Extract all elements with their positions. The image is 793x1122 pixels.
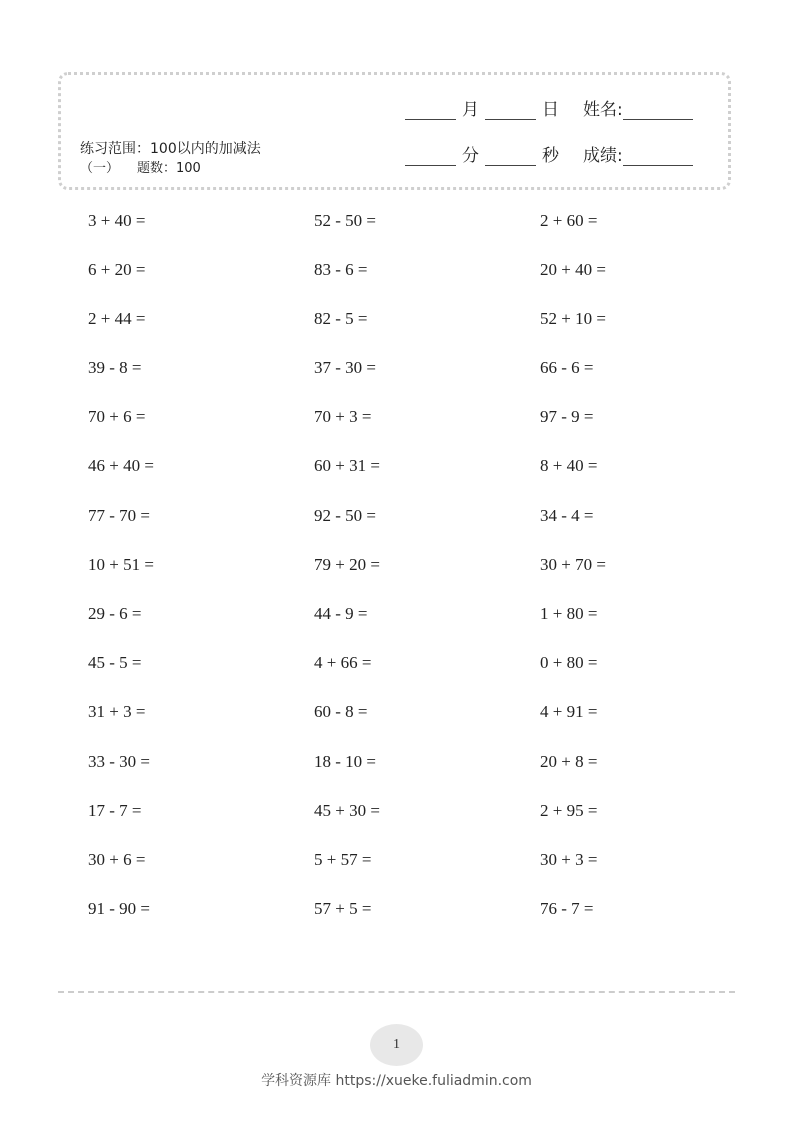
math-problem: 37 - 30 =: [314, 358, 376, 377]
math-problem: 20 + 40 =: [540, 260, 606, 279]
math-problem: 5 + 57 =: [314, 850, 372, 869]
math-problem: 57 + 5 =: [314, 899, 372, 918]
math-problem: 3 + 40 =: [88, 211, 146, 230]
exercise-info: [80, 140, 261, 178]
math-problem: 2 + 60 =: [540, 211, 598, 230]
math-problem: 44 - 9 =: [314, 604, 368, 623]
score-label: 成绩:: [583, 146, 623, 166]
math-problem: 83 - 6 =: [314, 260, 368, 279]
math-problem: 46 + 40 =: [88, 456, 154, 475]
math-problem: 1 + 80 =: [540, 604, 598, 623]
math-problem: 8 + 40 =: [540, 456, 598, 475]
math-problem: 45 + 30 =: [314, 801, 380, 820]
math-problem: 39 - 8 =: [88, 358, 142, 377]
math-problem: 31 + 3 =: [88, 702, 146, 721]
math-problem: 0 + 80 =: [540, 653, 598, 672]
math-problem: 2 + 95 =: [540, 801, 598, 820]
math-problem: 6 + 20 =: [88, 260, 146, 279]
math-problem: 18 - 10 =: [314, 752, 376, 771]
math-problem: 70 + 6 =: [88, 407, 146, 426]
footer-divider: [58, 991, 735, 993]
exercise-set-line: [80, 159, 261, 178]
math-problem: 76 - 7 =: [540, 899, 594, 918]
exercise-range: 练习范围：100以内的加减法: [80, 141, 261, 157]
math-problem: 66 - 6 =: [540, 358, 594, 377]
math-problem: 79 + 20 =: [314, 555, 380, 574]
math-problem: 52 + 10 =: [540, 309, 606, 328]
math-problem: 10 + 51 =: [88, 555, 154, 574]
name-label: 姓名:: [583, 100, 623, 120]
day-field[interactable]: [485, 101, 536, 120]
math-problem: 97 - 9 =: [540, 407, 594, 426]
page-number-badge: [370, 1024, 423, 1066]
math-problem: 60 - 8 =: [314, 702, 368, 721]
math-problem: 70 + 3 =: [314, 407, 372, 426]
math-problem: 77 - 70 =: [88, 506, 150, 525]
math-problem: 33 - 30 =: [88, 752, 150, 771]
exercise-set: （一）: [80, 161, 120, 176]
month-field[interactable]: [405, 101, 456, 120]
math-problem: 30 + 70 =: [540, 555, 606, 574]
minute-field[interactable]: [405, 147, 456, 166]
math-problem: 17 - 7 =: [88, 801, 142, 820]
math-problem: 30 + 3 =: [540, 850, 598, 869]
minute-label: 分: [462, 146, 479, 166]
month-label: 月: [462, 100, 479, 120]
second-field[interactable]: [485, 147, 536, 166]
math-problem: 91 - 90 =: [88, 899, 150, 918]
math-problem: 45 - 5 =: [88, 653, 142, 672]
math-problem: 2 + 44 =: [88, 309, 146, 328]
math-problem: 20 + 8 =: [540, 752, 598, 771]
date-name-row: [405, 100, 693, 120]
math-problem: 60 + 31 =: [314, 456, 380, 475]
math-problem: 4 + 66 =: [314, 653, 372, 672]
math-problem: 92 - 50 =: [314, 506, 376, 525]
math-problem: 30 + 6 =: [88, 850, 146, 869]
math-problem: 34 - 4 =: [540, 506, 594, 525]
math-problem: 29 - 6 =: [88, 604, 142, 623]
score-field[interactable]: [623, 147, 693, 166]
day-label: 日: [542, 100, 559, 120]
footer-source: 学科资源库 https://xueke.fuliadmin.com: [261, 1073, 532, 1089]
page-number: 1: [393, 1037, 400, 1052]
name-field[interactable]: [623, 101, 693, 120]
second-label: 秒: [542, 146, 559, 166]
time-score-row: [405, 146, 693, 166]
math-problem: 4 + 91 =: [540, 702, 598, 721]
math-problem: 82 - 5 =: [314, 309, 368, 328]
math-problem: 52 - 50 =: [314, 211, 376, 230]
question-count: 题数：100: [137, 161, 201, 176]
